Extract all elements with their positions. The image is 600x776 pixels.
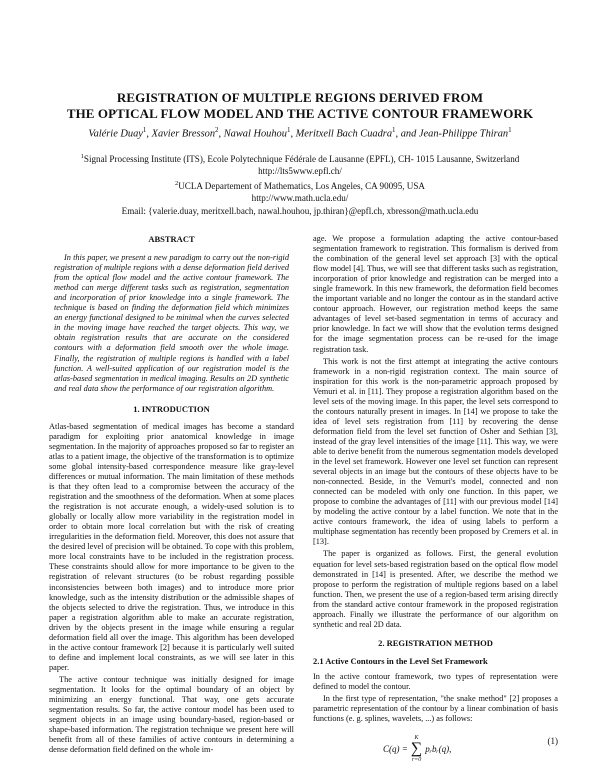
abstract-heading: ABSTRACT: [148, 234, 195, 244]
left-column: [49, 234, 294, 757]
abstract-text: In this paper, we present a new paradigm to carry out the non-rigid registration of multiple regions with a dense deformation field derived from the optical flow model and the active contour framework. The method can merge different tasks such as registration, segmentation and incorporation of prior knowledge into a single framework. The technique is based on finding the deformation field which minimizes an energy functional designed to be minimal when the curves selected in the moving image have reached the target objects. This way, we obtain registration results that are accurate on the considered contours with a deformation field smooth over the whole image. Finally, the registration of multiple regions is handled with a label function. A well-suited application of our registration model is the atlas-based segmentation in medical imaging. Results on 2D synthetic and real data show the performance of our registration algorithm.: [54, 253, 289, 393]
author: Jean-Philippe Thiran: [418, 128, 509, 140]
author-list: [30, 126, 570, 139]
affiliation-sup: 2: [174, 179, 179, 187]
author-sup: 1: [142, 126, 147, 134]
subsection-2-1-heading: 2.1 Active Contours in the Level Set Framework: [313, 655, 488, 666]
title-line-2: THE OPTICAL FLOW MODEL AND THE ACTIVE CONTOUR FRAMEWORK: [66, 105, 534, 121]
author-separator: ,: [290, 128, 296, 140]
summation-symbol: [411, 734, 422, 764]
title-line-1: REGISTRATION OF MULTIPLE REGIONS DERIVED FROM: [116, 90, 484, 105]
affiliation-2: [30, 178, 570, 192]
affiliation-1: [30, 151, 570, 165]
affiliations: [30, 151, 570, 217]
body-paragraph: In the active contour framework, two types of representation were defined to model the contour.: [313, 671, 558, 691]
author: Meritxell Bach Cuadra: [295, 128, 393, 140]
affiliation-sup: 1: [80, 153, 84, 160]
author-sup: 1: [392, 126, 396, 134]
paper-title: [40, 90, 560, 121]
email-line: Email: {valerie.duay, meritxell.bach, nawal.houhou, jp.thiran}@epfl.ch, xbresson@math.ucla.edu: [121, 205, 479, 216]
author-sup: 1: [286, 126, 291, 134]
author: Valérie Duay: [88, 128, 143, 140]
sum-upper-limit: K: [414, 735, 419, 742]
body-paragraph: The paper is organized as follows. First, the general evolution equation for level sets-based registration based on the optical flow model demonstrated in [14] is presented. After, we describe the method we propose to perform the registration of multiple regions based on a label function. Then, we present the use of a region-based term arising directly from the standard active contour framework in the proposed registration approach. Finally we illustrate the performance of our algorithm on synthetic and real 2D data.: [313, 549, 558, 629]
author-sup: 2: [215, 126, 219, 134]
introduction-paragraph: The active contour technique was initially designed for image segmentation. It looks for the optimal boundary of an object by minimizing an energy functional. That way, one gets accurate segmentation results. So far, the active contour model has been used to segment objects in an image using boundary-based, region-based or shape-based information. The registration technique we present here will benefit from all of these families of active contours in determining a dense deformation field defined on the whole im-: [49, 674, 294, 755]
author-separator: ,: [146, 128, 152, 140]
affiliation-2-url: http://www.math.ucla.edu/: [251, 193, 349, 204]
sum-lower-limit: r=0: [411, 757, 422, 764]
introduction-heading: 1. INTRODUCTION: [133, 403, 210, 414]
equation-rhs: pᵣbᵣ(q),: [425, 744, 452, 755]
equation-number: (1): [547, 736, 558, 747]
right-column: [313, 234, 558, 764]
author-separator: ,: [218, 128, 224, 140]
affiliation-1-url: http://lts5www.epfl.ch/: [258, 166, 342, 177]
author: Xavier Bresson: [151, 128, 216, 140]
affiliation-1-name: Signal Processing Institute (ITS), Ecole Polytechnique Fédérale de Lausanne (EPFL), CH- 1015 Lausanne, Switzerland: [83, 154, 520, 165]
body-paragraph: This work is not the first attempt at integrating the active contours framework in a non-rigid registration context. The main source of inspiration for this work is the non-parametric approach proposed by Vemuri et al. in [11]. They propose a registration algorithm based on the level sets of the moving image. In this paper, the level sets correspond to the contours naturally present in images. In [14] we propose to take the idea of level sets registration from [11] by recovering the dense deformation field from the level set function of Osher and Sethian [3], instead of the gray level intensities of the image [11]. This way, we were able to derive benefit from the numerous segmentation models developed in the level set framework. However one level set function can represent several objects in an image but the contours of these objects have to be non-connected. Beside, in the Vemuri's model, connected and non connected can be modeled with only one function. In this paper, we propose to combine the advantages of [11] with our previous model [14] by modeling the active contour by a label function. We note that in the active contours framework, the idea of using labels to perform a multiphase segmentation has recently been proposed by Cremers et al. in [13].: [313, 356, 558, 547]
equation-lhs: C(q) =: [383, 744, 408, 755]
section-2-heading: 2. REGISTRATION METHOD: [378, 637, 493, 648]
body-paragraph: age. We propose a formulation adapting the active contour-based segmentation framework to registration. This formalism is derived from the combination of the general level set approach [3] with the optical flow model [4]. Thus, we will see that different tasks such as registration, incorporation of prior knowledge and registration can be merged into a single framework. In this new framework, the deformation field becomes the important variable and no longer the contour as in the standard active contour approach. However, our registration method keeps the same advantages of level set-based segmentation in terms of accuracy and prior knowledge. In fact we will show that the evolution terms designed for the image segmentation process can be re-used for the image registration task.: [313, 234, 558, 354]
author: Nawal Houhou: [223, 128, 287, 140]
author-sup: 1: [508, 126, 512, 134]
equation-body: [383, 734, 451, 764]
introduction-paragraph: Atlas-based segmentation of medical images has become a standard paradigm for exploiting prior anatomical knowledge in image segmentation. In the majority of approaches proposed so far to register an atlas to a patient image, the objective of the transformation is to optimize some global intensity-based correspondence measure like gray-level differences or mutual information. The main limitation of these methods is that they often lead to a compromise between the accuracy of the registration and the smoothness of the deformation. When at some places the registration is not accurate enough, a widely-used solution is to globally or locally allow more variability in the registration model in order to obtain more local correlation but with the risk of creating irregularities in the deformation field. Moreover, this does not assure that the desired level of precision will be obtained. To cope with this problem, more local constraints have to be included in the registration process. These constraints should allow for more importance to be given to the registration of relevant structures (to be robust regarding possible inconsistencies between both images) and to introduce more prior knowledge, such as the intensity distribution or the admissible shapes of the objects selected to drive the registration. Thus, we introduce in this paper a registration algorithm able to make an accurate registration, driven by the objects present in the image while ensuring a regular deformation field all over the image. This algorithm has been developed in the active contour framework [2] because it is particularly well suited to define and implement local constraints, as we will see later in this paper.: [49, 421, 294, 672]
sigma-glyph: ∑: [410, 740, 423, 758]
author-separator: , and: [395, 128, 419, 140]
body-paragraph: In the first type of representation, "the snake method" [2] proposes a parametric representation of the contour by a linear combination of basis functions (e. g. splines, wavelets, ...) as follows:: [313, 694, 558, 724]
equation-1: [313, 730, 558, 764]
affiliation-2-name: UCLA Departement of Mathematics, Los Angeles, CA 90095, USA: [178, 180, 425, 191]
